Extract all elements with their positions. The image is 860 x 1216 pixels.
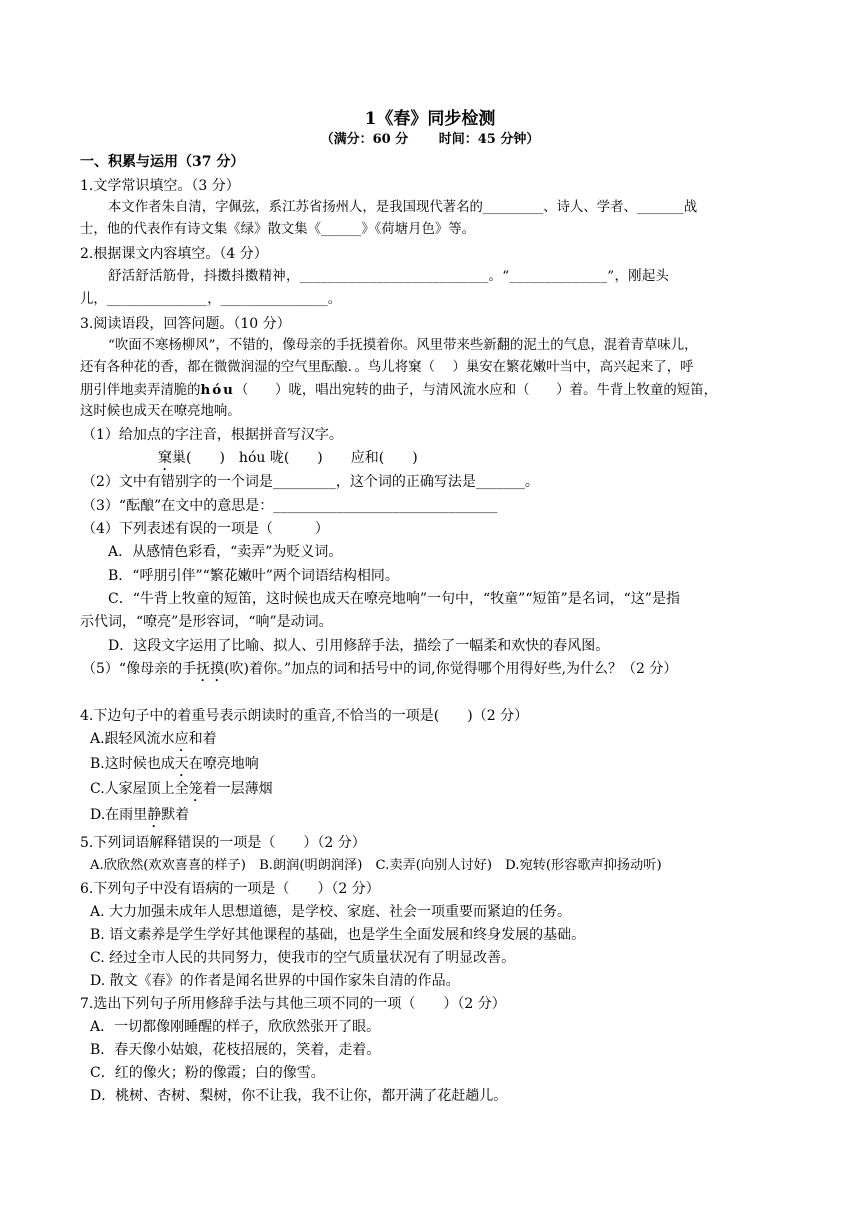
question-7-option-a: A．一切都像刚睡醒的样子，欣欣然张开了眼。 xyxy=(90,1019,381,1035)
sub-question-1-items-end: 和( ) xyxy=(364,450,418,466)
question-4-stem: 4.下边句子中的着重号表示朗读时的重音,不恰当的一项是( )（2 分） xyxy=(80,708,529,724)
option-a-text-end: 和着 xyxy=(188,731,217,747)
question-7-option-d: D．桃树、杏树、梨树，你不让我，我不让你，都开满了花赶趟儿。 xyxy=(90,1088,508,1104)
option-c-text-start: C.人家屋顶上全 xyxy=(90,781,189,797)
sub-question-5-start: （5）“像母亲的手 xyxy=(82,661,197,677)
sub-question-4: （4）下列表述有误的一项是（ ） xyxy=(82,521,329,537)
pinyin-hou: hóu xyxy=(200,382,235,398)
sub-question-1-items-mid: 巢( ) hóu 咙( ) 应 xyxy=(172,450,365,466)
passage-line-2: 还有各种花的香，都在微微润湿的空气里酝酿．。鸟儿将窠（ ）巢安在繁花嫩叶当中，高兴起来了，呼 xyxy=(80,360,694,375)
option-c-text-end: 着一层薄烟 xyxy=(202,781,273,797)
dotted-char-ke: 窠 xyxy=(158,450,172,466)
sub-question-4-option-d: D．这段文字运用了比喻、拟人、引用修辞手法，描绘了一幅柔和欢快的春风图。 xyxy=(108,638,610,654)
option-d-text-end: 默着 xyxy=(161,807,190,823)
question-7-option-b: B．春天像小姑娘，花枝招展的，笑着，走着。 xyxy=(90,1042,381,1058)
page-subtitle: （满分：60 分 时间：45 分钟） xyxy=(320,132,540,147)
question-6-option-b: B. 语文素养是学生学好其他课程的基础，也是学生全面发展和终身发展的基础。 xyxy=(90,927,586,943)
question-7-stem: 7.选出下列句子所用修辞手法与其他三项不同的一项（ ）（2 分） xyxy=(80,996,506,1012)
sub-question-3: （3）“酝酿”在文中的意思是：________________________________ xyxy=(82,498,498,514)
question-1-line-1: 本文作者朱自清，字佩弦，系江苏省扬州人，是我国现代著名的_________、诗人、学者、_______战 xyxy=(108,200,698,215)
sub-question-4-option-c-line-2: 示代词，“嘹亮”是形容词，“响”是动词。 xyxy=(80,614,333,630)
sub-question-4-option-b: B．“呼朋引伴”“繁花嫩叶”两个词语结构相同。 xyxy=(108,568,399,584)
dotted-word-fumo: 抚摸 xyxy=(196,661,225,677)
question-4-option-d xyxy=(90,803,860,831)
option-c-stressed-char: 笼 xyxy=(188,781,203,797)
question-1-line-2: 士，他的代表作有诗文集《绿》散文集《______》《荷塘月色》等。 xyxy=(80,222,476,237)
question-4-option-c xyxy=(90,777,860,805)
passage-line-1: “吹面不寒杨柳风”，不错的，像母亲的手抚摸着你。风里带来些新翻的泥土的气息，混着青草味儿， xyxy=(108,338,698,353)
question-5-options: A.欣欣然(欢欢喜喜的样子) B.朗润(明朗润泽) C.卖弄(向别人讨好) D.宛转(形容歌声抑扬动听) xyxy=(90,858,662,873)
option-d-stressed-char: 静 xyxy=(147,807,162,823)
passage-line-3-end: （ ）咙，唱出宛转的曲子，与清风流水应和（ ）着。牛背上牧童的短笛， xyxy=(234,383,717,398)
question-2-line-2: 儿，_______________，________________。 xyxy=(80,292,342,307)
option-b-text-start: B.这时候也成 xyxy=(90,756,175,772)
option-b-text-end: 在嘹亮地响 xyxy=(188,756,259,772)
option-b-stressed-char: 天 xyxy=(174,756,189,772)
question-1-stem: 1.文学常识填空。（3 分） xyxy=(80,178,240,194)
passage-line-3-start: 朋引伴地卖弄清脆的 xyxy=(80,383,201,398)
question-4-option-b xyxy=(90,752,860,780)
question-2-line-1: 舒活舒活筋骨，抖擞抖擞精神，___________________________。“______________”，刚起头 xyxy=(108,269,670,284)
question-3-stem: 3.阅读语段，回答问题。（10 分） xyxy=(80,316,291,332)
option-a-text-start: A.跟轻风流水 xyxy=(90,731,175,747)
question-2-stem: 2.根据课文内容填空。（4 分） xyxy=(80,246,268,262)
option-d-text-start: D.在雨里 xyxy=(90,807,148,823)
passage-line-4: 这时候也成天在嘹亮地响。 xyxy=(80,404,241,419)
question-4-option-a xyxy=(90,727,860,755)
question-6-stem: 6.下列句子中没有语病的一项是（ ）（2 分） xyxy=(80,881,380,897)
question-5-stem: 5.下列词语解释错误的一项是（ ）（2 分） xyxy=(80,835,366,851)
page-title: 1《春》同步检测 xyxy=(364,109,496,129)
section-heading: 一、积累与运用（37 分） xyxy=(80,154,245,170)
question-7-option-c: C．红的像火；粉的像霞；白的像雪。 xyxy=(90,1065,325,1081)
sub-question-4-option-a: A．从感情色彩看，“卖弄”为贬义词。 xyxy=(108,544,343,560)
sub-question-1: （1）给加点的字注音，根据拼音写汉字。 xyxy=(82,427,343,443)
sub-question-5 xyxy=(82,657,860,685)
question-6-option-d: D. 散文《春》的作者是闻名世界的中国作家朱自清的作品。 xyxy=(90,973,460,989)
sub-question-2: （2）文中有错别字的一个词是_________，这个词的正确写法是_______。 xyxy=(82,474,539,490)
option-a-stressed-char: 应 xyxy=(174,731,189,747)
sub-question-4-option-c-line-1: C．“牛背上牧童的短笛，这时候也成天在嘹亮地响”一句中，“牧童”“短笛”是名词，“这”是指 xyxy=(108,591,680,607)
sub-question-5-end: (吹)着你。”加点的词和括号中的词,你觉得哪个用得好些,为什么？（2 分） xyxy=(224,661,678,677)
question-6-option-c: C. 经过全市人民的共同努力，使我市的空气质量状况有了明显改善。 xyxy=(90,950,516,966)
question-6-option-a: A. 大力加强未成年人思想道德，是学校、家庭、社会一项重要而紧迫的任务。 xyxy=(90,904,572,920)
